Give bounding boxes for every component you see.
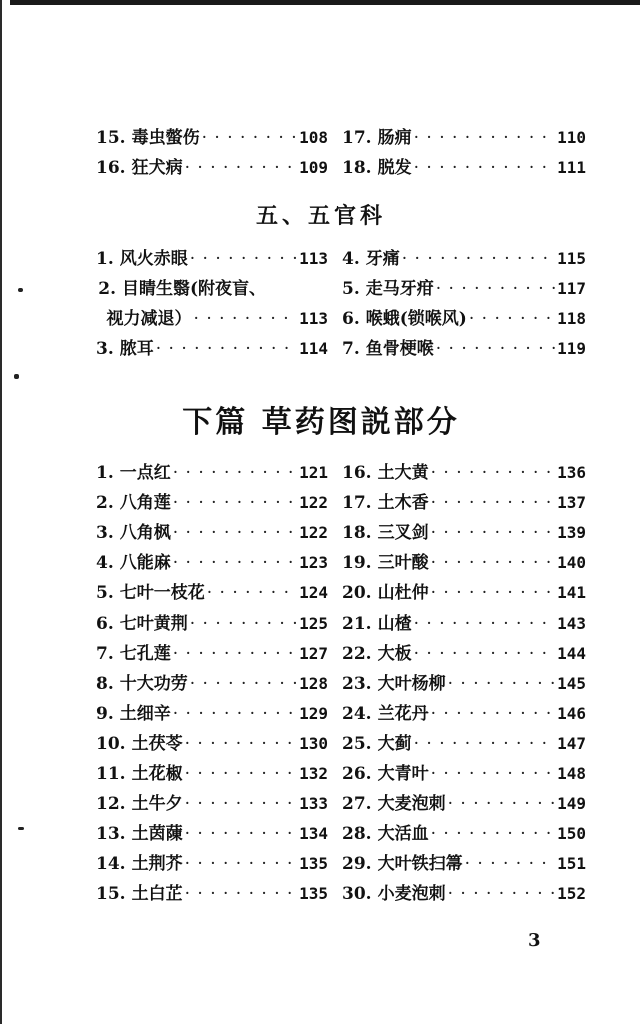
entry-number: 26. [342, 764, 372, 784]
leader-dots [448, 881, 556, 907]
toc-entry-left [96, 851, 328, 877]
leader-dots [436, 336, 555, 362]
entry-title: 大板 [377, 644, 412, 664]
entry-page-number: 148 [557, 764, 586, 783]
leader-dots [190, 611, 297, 637]
toc-row [0, 701, 642, 727]
entry-title: 八能麻 [119, 553, 171, 573]
entry-title: 一点红 [119, 463, 171, 483]
entry-number: 15. [96, 884, 126, 904]
entry-page-number: 150 [557, 824, 586, 843]
toc-row [0, 246, 642, 272]
entry-number: 4. [342, 249, 360, 269]
toc-row [0, 155, 642, 181]
entry-page-number: 144 [557, 644, 586, 663]
entry-number: 13. [96, 824, 126, 844]
entry-page-number: 115 [557, 249, 586, 268]
entry-title: 脓耳 [119, 339, 154, 359]
toc-row [0, 851, 642, 877]
entry-page-number: 152 [557, 884, 586, 903]
leader-dots [202, 125, 298, 151]
toc-row [0, 641, 642, 667]
toc-entry-right [342, 125, 586, 151]
entry-number: 23. [342, 674, 372, 694]
entry-title: 三叉剑 [377, 523, 429, 543]
entry-page-number: 130 [299, 734, 328, 753]
entry-title: 八角莲 [119, 493, 171, 513]
entry-number: 1. [96, 249, 114, 269]
entry-page-number: 123 [299, 553, 328, 572]
entry-page-number: 134 [299, 824, 328, 843]
entry-number: 2. [98, 279, 116, 299]
toc-row [0, 731, 642, 757]
toc-entry-right [342, 701, 586, 727]
toc-row [0, 125, 642, 151]
entry-title: 喉蛾(锁喉风) [365, 309, 467, 329]
entry-number: 5. [96, 583, 114, 603]
entry-title: 山楂 [377, 614, 412, 634]
entry-title: 土白芷 [131, 884, 183, 904]
entry-page-number: 136 [557, 463, 586, 482]
toc-row [0, 611, 642, 637]
leader-dots [431, 821, 556, 847]
toc-entry-right [342, 520, 586, 546]
toc-entry-left [96, 821, 328, 847]
toc-entry-left [96, 550, 328, 576]
leader-dots [431, 490, 556, 516]
entry-page-number: 117 [557, 279, 586, 298]
entry-title: 七叶一枝花 [119, 583, 205, 603]
leader-dots [448, 671, 556, 697]
page-number: 3 [528, 930, 541, 951]
toc-entry-right [342, 881, 586, 907]
entry-title: 鱼骨梗喉 [365, 339, 434, 359]
toc-entry-right [342, 306, 586, 332]
entry-title: 山杜仲 [377, 583, 429, 603]
toc-entry-left [96, 791, 328, 817]
leader-dots [414, 641, 556, 667]
toc-entry-right [342, 761, 586, 787]
leader-dots [431, 761, 556, 787]
leader-dots [173, 490, 297, 516]
leader-dots [414, 731, 556, 757]
entry-number: 6. [342, 309, 360, 329]
entry-page-number: 135 [299, 854, 328, 873]
entry-title: 七叶黄荆 [119, 614, 188, 634]
entry-title: 肠痈 [377, 128, 412, 148]
entry-number: 1. [96, 463, 114, 483]
leader-dots [431, 550, 556, 576]
entry-number: 7. [96, 644, 114, 664]
leader-dots [173, 550, 297, 576]
entry-title: 大麦泡刺 [377, 794, 446, 814]
entry-page-number: 113 [299, 309, 328, 328]
leader-dots [173, 641, 297, 667]
entry-number: 9. [96, 704, 114, 724]
toc-row [0, 881, 642, 907]
toc-row [0, 671, 642, 697]
leader-dots [431, 520, 556, 546]
entry-number: 30. [342, 884, 372, 904]
entry-title: 土茵蔯 [131, 824, 183, 844]
entry-title: 毒虫螫伤 [131, 128, 200, 148]
entry-title: 小麦泡刺 [377, 884, 446, 904]
toc-row [0, 761, 642, 787]
toc-entry-left [96, 580, 328, 606]
entry-number: 3. [96, 523, 114, 543]
entry-number: 8. [96, 674, 114, 694]
toc-entry-right [342, 580, 586, 606]
entry-number: 19. [342, 553, 372, 573]
toc-row [0, 520, 642, 546]
entry-title: 三叶酸 [377, 553, 429, 573]
leader-dots [414, 611, 556, 637]
entry-page-number: 141 [557, 583, 586, 602]
toc-entry-right [342, 336, 586, 362]
entry-page-number: 151 [557, 854, 586, 873]
entry-title: 土木香 [377, 493, 429, 513]
toc-entry-left [96, 306, 328, 332]
entry-number: 29. [342, 854, 372, 874]
toc-row [0, 580, 642, 606]
toc-entry-left [96, 490, 328, 516]
toc-entry-right [342, 641, 586, 667]
toc-entry-right [342, 851, 586, 877]
scan-top-edge [10, 0, 640, 5]
entry-number: 3. [96, 339, 114, 359]
entry-title: 牙痛 [365, 249, 400, 269]
entry-number: 15. [96, 128, 126, 148]
leader-dots [185, 821, 298, 847]
entry-page-number: 108 [299, 128, 328, 147]
entry-number: 6. [96, 614, 114, 634]
toc-entry-right [342, 276, 586, 302]
entry-number: 16. [96, 158, 126, 178]
entry-number: 14. [96, 854, 126, 874]
leader-dots [465, 851, 556, 877]
entry-title: 视力减退） [106, 309, 192, 329]
leader-dots [431, 580, 556, 606]
entry-title: 土牛夕 [131, 794, 183, 814]
toc-entry-right [342, 155, 586, 181]
entry-title: 大蓟 [377, 734, 412, 754]
entry-title: 土茯苓 [131, 734, 183, 754]
toc-row [0, 306, 642, 332]
entry-page-number: 147 [557, 734, 586, 753]
leader-dots [194, 306, 298, 332]
entry-page-number: 127 [299, 644, 328, 663]
entry-number: 22. [342, 644, 372, 664]
leader-dots [431, 460, 556, 486]
entry-title: 脱发 [377, 158, 412, 178]
toc-entry-right [342, 731, 586, 757]
toc-row [0, 276, 642, 302]
entry-number: 24. [342, 704, 372, 724]
toc-entry-left [96, 276, 328, 302]
entry-number: 12. [96, 794, 126, 814]
entry-page-number: 119 [557, 339, 586, 358]
entry-number: 16. [342, 463, 372, 483]
scan-speck [14, 374, 19, 379]
entry-number: 17. [342, 493, 372, 513]
entry-page-number: 149 [557, 794, 586, 813]
entry-page-number: 125 [299, 614, 328, 633]
entry-title: 狂犬病 [131, 158, 183, 178]
toc-entry-left [96, 701, 328, 727]
entry-page-number: 113 [299, 249, 328, 268]
entry-page-number: 121 [299, 463, 328, 482]
entry-page-number: 110 [557, 128, 586, 147]
entry-title: 目睛生翳(附夜盲、 [122, 279, 267, 299]
entry-page-number: 114 [299, 339, 328, 358]
toc-entry-left [96, 520, 328, 546]
entry-number: 4. [96, 553, 114, 573]
leader-dots [448, 791, 556, 817]
toc-entry-left [96, 671, 328, 697]
entry-page-number: 140 [557, 553, 586, 572]
entry-title: 风火赤眼 [119, 249, 188, 269]
entry-page-number: 128 [299, 674, 328, 693]
leader-dots [173, 460, 297, 486]
entry-title: 大青叶 [377, 764, 429, 784]
entry-number: 2. [96, 493, 114, 513]
entry-page-number: 145 [557, 674, 586, 693]
entry-title: 大活血 [377, 824, 429, 844]
entry-title: 土细辛 [119, 704, 171, 724]
entry-title: 十大功劳 [119, 674, 188, 694]
toc-row [0, 550, 642, 576]
section-heading: 五、五官科 [255, 203, 386, 229]
entry-number: 5. [342, 279, 360, 299]
entry-number: 11. [96, 764, 126, 784]
entry-title: 大叶铁扫箒 [377, 854, 463, 874]
leader-dots [414, 155, 556, 181]
toc-entry-right [342, 611, 586, 637]
entry-number: 27. [342, 794, 372, 814]
toc-entry-left [96, 155, 328, 181]
toc-row [0, 490, 642, 516]
leader-dots [185, 761, 298, 787]
toc-entry-right [342, 490, 586, 516]
toc-row [0, 821, 642, 847]
leader-dots [402, 246, 555, 272]
entry-number: 17. [342, 128, 372, 148]
leader-dots [414, 125, 556, 151]
toc-entry-left [96, 246, 328, 272]
toc-entry-right [342, 791, 586, 817]
entry-number: 18. [342, 158, 372, 178]
toc-entry-left [96, 336, 328, 362]
entry-page-number: 143 [557, 614, 586, 633]
entry-page-number: 133 [299, 794, 328, 813]
toc-entry-left [96, 731, 328, 757]
leader-dots [185, 791, 298, 817]
entry-page-number: 122 [299, 493, 328, 512]
toc-entry-left [96, 125, 328, 151]
entry-title: 走马牙疳 [365, 279, 434, 299]
toc-row [0, 460, 642, 486]
entry-title: 土花椒 [131, 764, 183, 784]
entry-title: 八角枫 [119, 523, 171, 543]
entry-page-number: 124 [299, 583, 328, 602]
toc-entry-right [342, 246, 586, 272]
leader-dots [190, 671, 297, 697]
entry-page-number: 137 [557, 493, 586, 512]
entry-page-number: 132 [299, 764, 328, 783]
entry-page-number: 135 [299, 884, 328, 903]
leader-dots [436, 276, 555, 302]
entry-page-number: 139 [557, 523, 586, 542]
leader-dots [173, 701, 297, 727]
leader-dots [185, 851, 298, 877]
toc-entry-right [342, 460, 586, 486]
entry-title: 大叶杨柳 [377, 674, 446, 694]
leader-dots [469, 306, 555, 332]
toc-row [0, 791, 642, 817]
entry-number: 20. [342, 583, 372, 603]
toc-entry-left [96, 641, 328, 667]
leader-dots [185, 881, 298, 907]
leader-dots [156, 336, 297, 362]
entry-number: 10. [96, 734, 126, 754]
entry-title: 七孔莲 [119, 644, 171, 664]
entry-number: 25. [342, 734, 372, 754]
leader-dots [185, 731, 298, 757]
part-heading: 下篇 草药图説部分 [182, 405, 460, 440]
toc-entry-right [342, 671, 586, 697]
entry-title: 兰花丹 [377, 704, 429, 724]
leader-dots [185, 155, 298, 181]
leader-dots [190, 246, 297, 272]
leader-dots [207, 580, 297, 606]
entry-number: 7. [342, 339, 360, 359]
entry-page-number: 122 [299, 523, 328, 542]
entry-number: 28. [342, 824, 372, 844]
leader-dots [173, 520, 297, 546]
toc-entry-right [342, 550, 586, 576]
entry-number: 21. [342, 614, 372, 634]
entry-page-number: 111 [557, 158, 586, 177]
toc-entry-left [96, 761, 328, 787]
entry-page-number: 109 [299, 158, 328, 177]
entry-title: 土荆芥 [131, 854, 183, 874]
toc-entry-right [342, 821, 586, 847]
leader-dots [431, 701, 556, 727]
entry-number: 18. [342, 523, 372, 543]
entry-title: 土大黄 [377, 463, 429, 483]
entry-page-number: 129 [299, 704, 328, 723]
toc-entry-left [96, 611, 328, 637]
entry-page-number: 146 [557, 704, 586, 723]
toc-row [0, 336, 642, 362]
toc-entry-left [96, 881, 328, 907]
toc-entry-left [96, 460, 328, 486]
entry-page-number: 118 [557, 309, 586, 328]
